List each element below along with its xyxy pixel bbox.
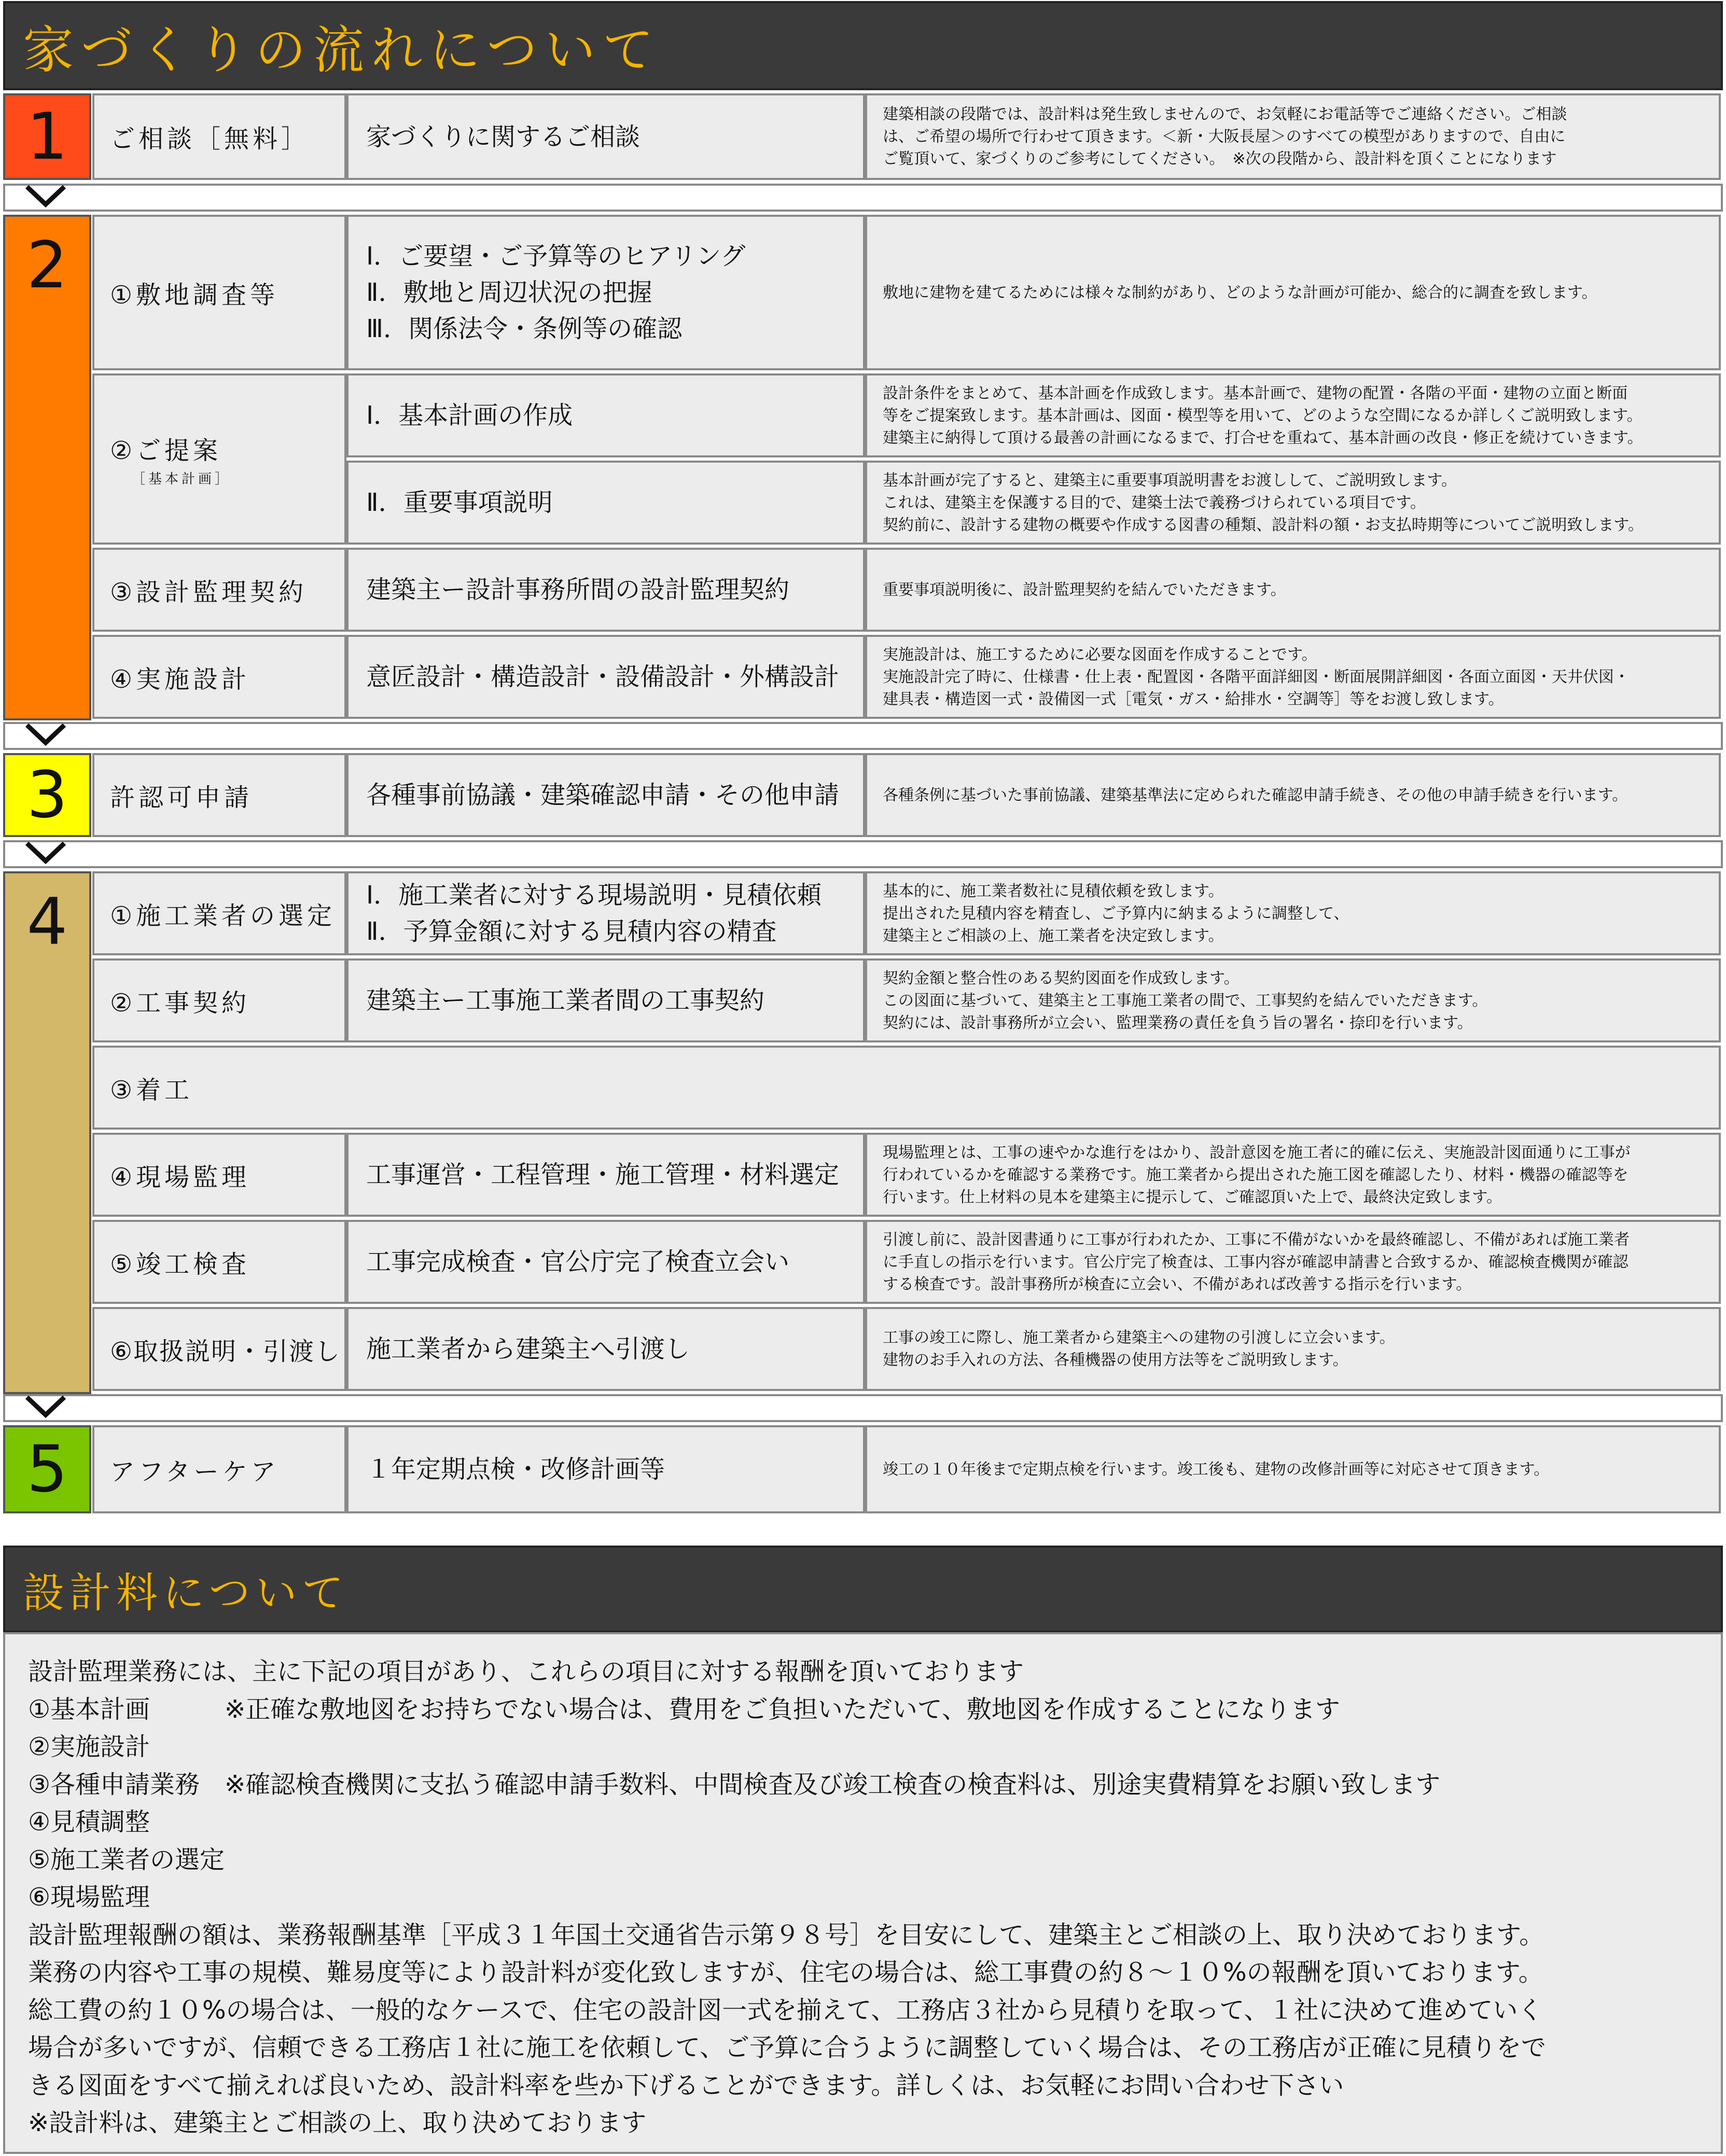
step-5-description bbox=[865, 1425, 1721, 1513]
step-2-4-items bbox=[346, 635, 865, 719]
fee-line: 設計監理報酬の額は、業務報酬基準［平成３１年国土交通省告示第９８号］を目安にして、建築主とご相談の上、取り決めております。 bbox=[28, 1920, 1544, 1950]
fee-line: 業務の内容や工事の規模、難易度等により設計料が変化致しますが、住宅の場合は、総工事費の約８～１０%の報酬を頂いております。 bbox=[28, 1958, 1543, 1987]
desc-line: 提出された見積内容を精査し、ご予算内に納まるように調整して、 bbox=[883, 904, 1349, 923]
desc-line: 各種条例に基づいた事前協議、建築基準法に定められた確認申請手続き、その他の申請手続きを行います。 bbox=[883, 786, 1628, 804]
item-line: Ⅱ．重要事項説明 bbox=[366, 488, 553, 517]
step-2-2-subtitle: ［基本計画］ bbox=[132, 471, 232, 487]
step-2-number: 2 bbox=[3, 215, 91, 720]
step-5-title: アフターケア bbox=[92, 1425, 346, 1513]
step-4-2-title: ②工事契約 bbox=[92, 958, 346, 1042]
item-line: 各種事前協議・建築確認申請・その他申請 bbox=[366, 781, 840, 810]
step-2-3-description bbox=[865, 548, 1721, 632]
step-2-2-title bbox=[92, 373, 346, 545]
fee-line: ⑤施工業者の選定 bbox=[28, 1845, 225, 1874]
step-4-4-title: ④現場監理 bbox=[92, 1133, 346, 1217]
chevron-down-icon bbox=[25, 184, 66, 210]
fee-line: ③各種申請業務 ※確認検査機関に支払う確認申請手数料、中間検査及び竣工検査の検査料は、別途実費精算をお願い致します bbox=[28, 1770, 1441, 1799]
step-3-number: 3 bbox=[3, 753, 91, 837]
step-5-number: 5 bbox=[3, 1425, 91, 1513]
desc-line: 敷地に建物を建てるためには様々な制約があり、どのような計画が可能か、総合的に調査を致します。 bbox=[883, 283, 1597, 302]
step-1-title: ご相談［無料］ bbox=[92, 93, 346, 180]
fee-line: ※設計料は、建築主とご相談の上、取り決めております bbox=[28, 2108, 647, 2137]
desc-line: 契約金額と整合性のある契約図面を作成致します。 bbox=[883, 969, 1240, 987]
step-2-3-title: ③設計監理契約 bbox=[92, 548, 346, 632]
step-5-items bbox=[346, 1425, 865, 1513]
step-separator bbox=[3, 1394, 1723, 1422]
fee-body bbox=[3, 1632, 1723, 2154]
desc-line: 現場監理とは、工事の速やかな進行をはかり、設計意図を施工者に的確に伝え、実施設計図面通りに工事が bbox=[883, 1143, 1631, 1162]
step-2-1-description bbox=[865, 215, 1721, 370]
desc-line: 建築主に納得して頂ける最善の計画になるまで、打合せを重ねて、基本計画の改良・修正を続けていきます。 bbox=[883, 428, 1643, 447]
fee-line: 総工費の約１０%の場合は、一般的なケースで、住宅の設計図一式を揃えて、工務店３社から見積りを取って、１社に決めて進めていく bbox=[28, 1995, 1543, 2025]
item-line: 工事運営・工程管理・施工管理・材料選定 bbox=[366, 1160, 840, 1189]
step-2-2a-description bbox=[865, 373, 1721, 457]
item-line: Ⅰ．ご要望・ご予算等のヒアリング bbox=[366, 242, 746, 271]
step-3-items bbox=[346, 753, 865, 837]
item-line: 建築主ー工事施工業者間の工事契約 bbox=[366, 986, 765, 1015]
fee-line: ④見積調整 bbox=[28, 1807, 150, 1837]
step-4-4-items bbox=[346, 1133, 865, 1217]
step-4-1-items bbox=[346, 871, 865, 955]
step-2-2a-items bbox=[346, 373, 865, 457]
fee-section-title: 設計料について bbox=[3, 1546, 1723, 1633]
desc-line: ご覧頂いて、家づくりのご参考にしてください。 ※次の段階から、設計料を頂くことになります bbox=[883, 150, 1557, 168]
desc-line: 引渡し前に、設計図書通りに工事が行われたか、工事に不備がないかを最終確認し、不備があれば施工業者 bbox=[883, 1230, 1630, 1249]
item-line: Ⅱ．予算金額に対する見積内容の精査 bbox=[366, 917, 777, 946]
desc-line: 契約前に、設計する建物の概要や作成する図書の種類、設計料の額・お支払時期等についてご説明致します。 bbox=[883, 516, 1644, 534]
desc-line: 工事の竣工に際し、施工業者から建築主への建物の引渡しに立会います。 bbox=[883, 1329, 1395, 1347]
step-4-2-description bbox=[865, 958, 1721, 1042]
step-2-2b-description bbox=[865, 461, 1721, 545]
step-2-2b-items bbox=[346, 461, 865, 545]
item-line: Ⅱ．敷地と周辺状況の把握 bbox=[366, 278, 652, 307]
step-4-5-title: ⑤竣工検査 bbox=[92, 1220, 346, 1304]
desc-line: 契約には、設計事務所が立会い、監理業務の責任を負う旨の署名・捺印を行います。 bbox=[883, 1013, 1473, 1032]
desc-line: 建築主とご相談の上、施工業者を決定致します。 bbox=[883, 926, 1224, 945]
fee-line: ①基本計画 ※正確な敷地図をお持ちでない場合は、費用をご負担いただいて、敷地図を作成することになります bbox=[28, 1694, 1340, 1724]
desc-line: 基本計画が完了すると、建築主に重要事項説明書をお渡しして、ご説明致します。 bbox=[883, 471, 1457, 490]
desc-line: 実施設計は、施工するために必要な図面を作成することです。 bbox=[883, 645, 1317, 664]
step-separator bbox=[3, 184, 1723, 212]
step-3-description bbox=[865, 753, 1721, 837]
step-4-number: 4 bbox=[3, 871, 91, 1394]
item-line: Ⅰ．施工業者に対する現場説明・見積依頼 bbox=[366, 881, 822, 910]
desc-line: する検査です。設計事務所が検査に立会い、不備があれば改善する指示を行います。 bbox=[883, 1275, 1472, 1293]
item-line: 建築主ー設計事務所間の設計監理契約 bbox=[366, 575, 790, 604]
chevron-down-icon bbox=[25, 840, 66, 866]
step-1-items bbox=[346, 93, 865, 180]
desc-line: 建築相談の段階では、設計料は発生致しませんので、お気軽にお電話等でご連絡ください。ご相談 bbox=[883, 105, 1567, 123]
desc-line: これは、建築主を保護する目的で、建築士法で義務づけられている項目です。 bbox=[883, 493, 1426, 512]
desc-line: 基本的に、施工業者数社に見積依頼を致します。 bbox=[883, 882, 1224, 900]
step-4-3-title: ③着工 bbox=[92, 1046, 1721, 1130]
flow-section-title: 家づくりの流れについて bbox=[3, 1, 1723, 90]
desc-line: 実施設計完了時に、仕様書・仕上表・配置図・各階平面詳細図・断面展開詳細図・各面立面図・天井伏図・ bbox=[883, 667, 1630, 686]
step-1-number: 1 bbox=[3, 93, 91, 180]
step-1-description bbox=[865, 93, 1721, 180]
step-2-4-title: ④実施設計 bbox=[92, 635, 346, 719]
item-line: Ⅲ．関係法令・条例等の確認 bbox=[366, 314, 683, 343]
step-2-1-items bbox=[346, 215, 865, 370]
step-4-6-description bbox=[865, 1307, 1721, 1391]
step-3-title: 許認可申請 bbox=[92, 753, 346, 837]
step-4-6-title: ⑥取扱説明・引渡し bbox=[92, 1307, 346, 1391]
fee-line: きる図面をすべて揃えれば良いため、設計料率を些か下げることができます。詳しくは、お気軽にお問い合わせ下さい bbox=[28, 2070, 1344, 2100]
step-2-2-title-text: ②ご提案 bbox=[110, 436, 222, 465]
chevron-down-icon bbox=[25, 722, 66, 748]
fee-line: ⑥現場監理 bbox=[28, 1883, 150, 1912]
item-line: 意匠設計・構造設計・設備設計・外構設計 bbox=[366, 662, 840, 691]
step-2-3-items bbox=[346, 548, 865, 632]
desc-line: 重要事項説明後に、設計監理契約を結んでいただきます。 bbox=[883, 580, 1286, 599]
desc-line: 建物のお手入れの方法、各種機器の使用方法等をご説明致します。 bbox=[883, 1351, 1348, 1369]
item-line: １年定期点検・改修計画等 bbox=[366, 1455, 665, 1484]
step-4-1-title: ①施工業者の選定 bbox=[92, 871, 346, 955]
item-line: 施工業者から建築主へ引渡し bbox=[366, 1334, 690, 1364]
step-4-5-items bbox=[346, 1220, 865, 1304]
step-separator bbox=[3, 840, 1723, 868]
step-4-1-description bbox=[865, 871, 1721, 955]
fee-line: 設計監理業務には、主に下記の項目があり、これらの項目に対する報酬を頂いております bbox=[28, 1657, 1024, 1686]
desc-line: 竣工の１０年後まで定期点検を行います。竣工後も、建物の改修計画等に対応させて頂きます。 bbox=[883, 1460, 1550, 1479]
desc-line: 建具表・構造図一式・設備図一式［電気・ガス・給排水・空調等］等をお渡し致します。 bbox=[883, 690, 1504, 708]
step-4-5-description bbox=[865, 1220, 1721, 1304]
item-line: 家づくりに関するご相談 bbox=[366, 122, 641, 151]
step-separator bbox=[3, 722, 1723, 750]
chevron-down-icon bbox=[25, 1394, 66, 1420]
step-2-4-description bbox=[865, 635, 1721, 719]
step-4-2-items bbox=[346, 958, 865, 1042]
desc-line: は、ご希望の場所で行わせて頂きます。＜新・大阪長屋＞のすべての模型がありますので、自由に bbox=[883, 128, 1566, 146]
desc-line: 行われているかを確認する業務です。施工業者から提出された施工図を確認したり、材料・機器の確認等を bbox=[883, 1165, 1628, 1184]
item-line: 工事完成検査・官公庁完了検査立会い bbox=[366, 1247, 790, 1276]
step-4-4-description bbox=[865, 1133, 1721, 1217]
desc-line: 行います。仕上材料の見本を建築主に提示して、ご確認頂いた上で、最終決定致します。 bbox=[883, 1188, 1502, 1206]
fee-line: ②実施設計 bbox=[28, 1732, 150, 1761]
desc-line: 設計条件をまとめて、基本計画を作成致します。基本計画で、建物の配置・各階の平面・建物の立面と断面 bbox=[883, 384, 1628, 402]
fee-line: 場合が多いですが、信頼できる工務店１社に施工を依頼して、ご予算に合うように調整していく場合は、その工務店が正確に見積りをで bbox=[28, 2033, 1547, 2062]
desc-line: この図面に基づいて、建築主と工事施工業者の間で、工事契約を結んでいただきます。 bbox=[883, 991, 1488, 1010]
desc-line: に手直しの指示を行います。官公庁完了検査は、工事内容が確認申請書と合致するか、確認検査機関が確認 bbox=[883, 1253, 1628, 1271]
item-line: Ⅰ．基本計画の作成 bbox=[366, 401, 573, 430]
desc-line: 等をご提案致します。基本計画は、図面・模型等を用いて、どのような空間になるか詳しくご説明致します。 bbox=[883, 406, 1643, 425]
step-2-1-title: ①敷地調査等 bbox=[92, 215, 346, 370]
step-4-6-items bbox=[346, 1307, 865, 1391]
